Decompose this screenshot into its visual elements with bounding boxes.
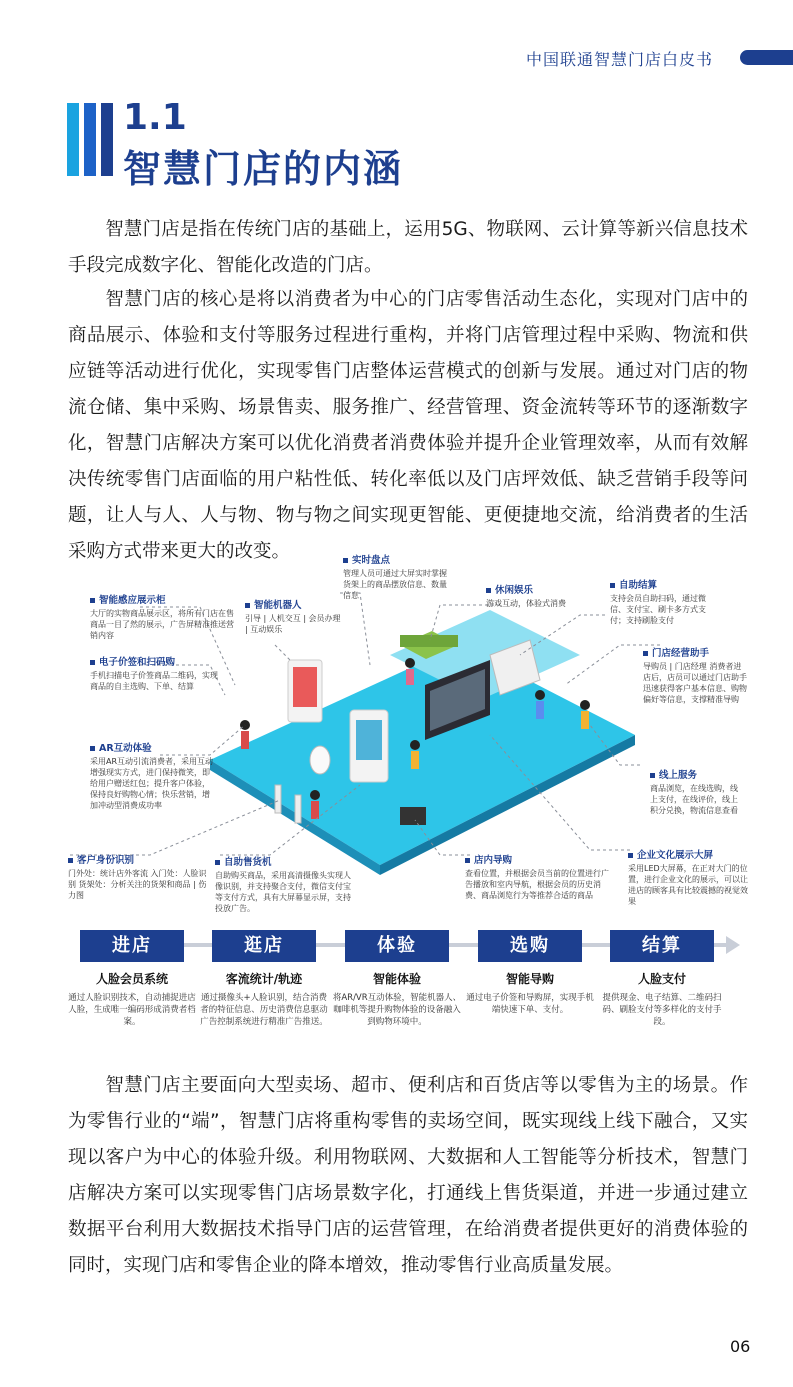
paragraph: 智慧门店主要面向大型卖场、超市、便利店和百货店等以零售为主的场景。作为零售行业的“端”，智慧门店将重构零售的卖场空间，既实现线上线下融合，又实现以客户为中心的体验升级。利用物联网、大数据和人工智能等分析技术，智慧门店解决方案可以实现零售门店场景数字化，打通线上售货渠道，并进一步通过建立数据平台利用大数据技术指导门店的运营管理，在给消费者提供更好的消费体验的同时，实现门店和零售企业的降本增效，推动零售行业高质量发展。 xyxy=(68,1075,748,1276)
stage-label: 逛店 xyxy=(212,930,316,962)
flow-arrow-head xyxy=(726,936,740,954)
header-title: 中国联通智慧门店白皮书 xyxy=(525,50,713,69)
callout-customer-id: 客户身份识别 门外处：统计店外客流 入门处：人脸识别 货架处：分析关注的货架和商品 | 伤力图 xyxy=(68,855,207,900)
person xyxy=(405,658,415,668)
callout-assistant: 门店经营助手 导购员 | 门店经理 消费者进店后，店员可以通过门店助手迅速获得客户基本信息、购物偏好等信息，支撑精准导购 xyxy=(643,648,747,704)
sofa-back xyxy=(400,635,458,647)
stage-description: 通过人脸识别技术，自动捕捉进店人脸，生成唯一编码形成消费者档案。 xyxy=(68,993,196,1027)
callout-leisure: 休闲娱乐 游戏互动，体验式消费 xyxy=(486,585,581,609)
person xyxy=(535,690,545,700)
stage-subtitle: 智能体验 xyxy=(372,972,421,986)
stage-description: 通过摄像头+人脸识别，结合消费者的特征信息、历史消费信息驱动广告控制系统进行精准广告推送。 xyxy=(200,993,328,1027)
person xyxy=(581,711,589,729)
guide-kiosk xyxy=(400,807,426,825)
stage-subtitle: 人脸支付 xyxy=(637,972,686,986)
entry-gate xyxy=(295,795,301,823)
stage-subtitle: 人脸会员系统 xyxy=(95,972,168,986)
person xyxy=(310,790,320,800)
callout-smart-shelf: 智能感应展示柜 大厅的实物商品展示区，将所有门店在售商品一目了然的展示，广告屏精准推送营销内容 xyxy=(90,595,234,640)
paragraph: 智慧门店是指在传统门店的基础上，运用5G、物联网、云计算等新兴信息技术手段完成数字化、智能化改造的门店。 xyxy=(68,219,748,276)
stage-description: 通过电子价签和导购屏，实现手机端快速下单、支付。 xyxy=(466,993,594,1015)
heading-accent-bar xyxy=(84,103,96,176)
robot xyxy=(310,746,330,774)
stage-subtitle: 智能导购 xyxy=(505,972,554,986)
entry-gate xyxy=(275,785,281,813)
header-bar xyxy=(740,50,793,65)
stage-description: 将AR/VR互动体验，智能机器人、咖啡机等提升购物体验的设备融入到购物环境中。 xyxy=(332,993,462,1027)
smart-store-diagram xyxy=(60,545,750,915)
section-number: 1.1 xyxy=(123,97,187,138)
callout-checkout: 自助结算 支持会员自助扫码，通过微信、支付宝、刷卡多方式支付；支持刷脸支付 xyxy=(610,580,710,626)
person xyxy=(410,740,420,750)
person xyxy=(311,801,319,819)
person xyxy=(536,701,544,719)
stage-label: 结算 xyxy=(610,930,714,962)
heading-accent-bar xyxy=(101,103,113,176)
callout-online: 线上服务 商品浏览，在线选购，线上支付，在线评价，线上积分兑换，物流信息查看 xyxy=(650,770,745,816)
stage-description: 提供现金、电子结算、二维码扫码、刷脸支付等多样化的支付手段。 xyxy=(602,993,722,1027)
person xyxy=(411,751,419,769)
shelf-goods xyxy=(293,667,317,707)
callout-vending: 自助售货机 自助购买商品，采用高清摄像头实现人像识别，并支持聚合支付，微信支付宝等支付方式，具有大屏幕显示屏，支持投放广告。 xyxy=(215,857,355,914)
stage-label: 选购 xyxy=(478,930,582,962)
paragraph: 智慧门店的核心是将以消费者为中心的门店零售活动生态化，实现对门店中的商品展示、体验和支付等服务过程进行重构，并将门店管理过程中采购、物流和供应链等活动进行优化，实现零售门店整体运营模式的创新与发展。通过对门店的物流仓储、集中采购、场景售卖、服务推广、经营管理、资金流转等环节的逐渐数字化，智慧门店解决方案可以优化消费者消费体验并提升企业管理效率，从而有效解决传统零售门店面临的用户粘性低、转化率低以及门店坪效低、缺乏营销手段等问题，让人与人、人与物、物与物之间实现更智能、更便捷地交流，给消费者的生活采购方式带来更大的改变。 xyxy=(68,289,748,562)
person xyxy=(406,669,414,685)
person xyxy=(241,731,249,749)
callout-culture: 企业文化展示大屏 采用LED大屏幕，在正对大门的位置，进行企业文化的展示，可以让进店的顾客具有比较震撼的视觉效果 xyxy=(628,850,748,906)
store-floor xyxy=(210,645,635,865)
stage-subtitle: 客流统计/轨迹 xyxy=(225,972,303,986)
callout-robot: 智能机器人 引导 | 人机交互 | 会员办理 | 互动娱乐 xyxy=(245,600,345,635)
stage-label: 进店 xyxy=(80,930,184,962)
callout-guide: 店内导购 查看位置，并根据会员当前的位置进行广告播放和室内导航，根据会员的历史消费、商品浏览行为等推荐合适的商品 xyxy=(465,855,609,900)
callout-e-price: 电子价签和扫码购 手机扫描电子价签商品二维码，实现商品的自主选购、下单、结算 xyxy=(90,657,225,692)
page-number: 06 xyxy=(730,1337,751,1356)
callout-ar: AR互动体验 采用AR互动引流消费者，采用互动增强现实方式，进门保持微笑，即给用户赠送红包；提升客户体验，保持良好购物心情；快乐营销，增加冲动型消费成功率 xyxy=(90,743,214,810)
section-title: 智慧门店的内涵 xyxy=(123,147,404,191)
person xyxy=(580,700,590,710)
vending-window xyxy=(356,720,382,760)
stage-label: 体验 xyxy=(345,930,449,962)
heading-accent-bar xyxy=(67,103,79,176)
callout-inventory: 实时盘点 管理人员可通过大屏实时掌握货架上的商品摆放信息、数量信息 xyxy=(343,555,447,600)
